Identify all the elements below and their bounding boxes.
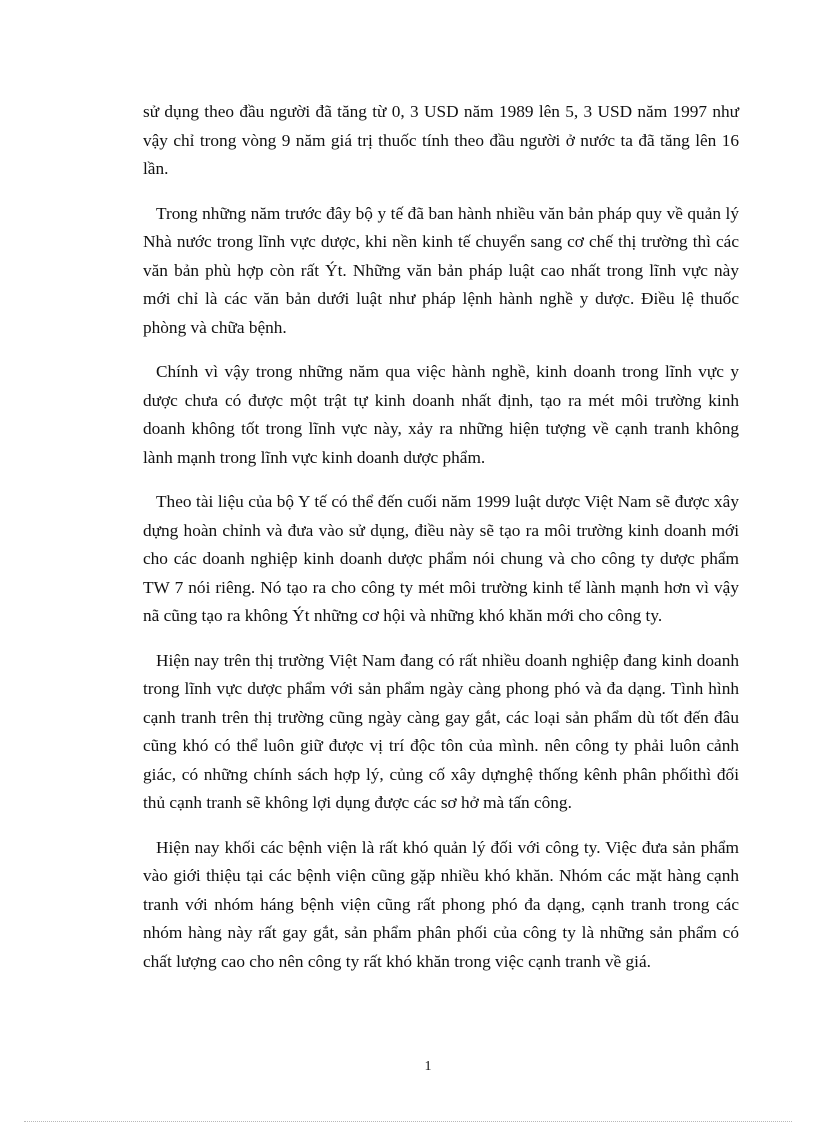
body-text [143, 98, 739, 992]
paragraph-5: Hiện nay trên thị trường Việt Nam đang có rất nhiều doanh nghiệp đang kinh doanh trong lĩnh vực dược phẩm với sản phẩm ngày càng phong phó và đa dạng. Tình hình cạnh tranh trên thị trường cũng ngày càng gay gắt, các loại sản phẩm dù tốt đến đâu cũng khó có thể luôn giữ được vị trí độc tôn của mình. nên công ty phải luôn cảnh giác, có những chính sách hợp lý, củng cố xây dựnghệ thống kênh phân phốithì đối thủ cạnh tranh sẽ không lợi dụng được các sơ hở mà tấn công. [143, 650, 739, 812]
paragraph-4: Theo tài liệu của bộ Y tế có thể đến cuối năm 1999 luật dược Việt Nam sẽ được xây dựng hoàn chỉnh và đưa vào sử dụng, điều này sẽ tạo ra môi trường kinh doanh mới cho các doanh nghiệp kinh doanh dược phẩm nói chung và cho công ty dược phẩm TW 7 nói riêng. Nó tạo ra cho công ty mét môi trường kinh tế lành mạnh hơn vì vậy nã cũng tạo ra không Ýt những cơ hội và những khó khăn mới cho công ty. [143, 492, 739, 625]
paragraph-2: Trong những năm trước đây bộ y tế đã ban hành nhiều văn bản pháp quy về quản lý Nhà nước trong lĩnh vực dược, khi nền kinh tế chuyển sang cơ chế thị trường thì các văn bản phù hợp còn rất Ýt. Những văn bản pháp luật cao nhất trong lĩnh vực này mới chỉ là các văn bản dưới luật như pháp lệnh hành nghề y dược. Điều lệ thuốc phòng và chữa bệnh. [143, 203, 739, 337]
paragraph-3: Chính vì vậy trong những năm qua việc hành nghề, kinh doanh trong lĩnh vực y dược chưa có được một trật tự kinh doanh nhất định, tạo ra mét môi trường kinh doanh không tốt trong lĩnh vực này, xảy ra những hiện tượng về cạnh tranh không lành mạnh trong lĩnh vực kinh doanh dược phẩm. [143, 362, 739, 467]
paragraph-6: Hiện nay khối các bệnh viện là rất khó quản lý đối với công ty. Việc đưa sản phẩm vào giới thiệu tại các bệnh viện cũng gặp nhiều khó khăn. Nhóm các mặt hàng cạnh tranh với nhóm háng bệnh viện cũng rất phong phó đa dạng, cạnh tranh trong các nhóm hàng này rất gay gắt, sản phẩm phân phối của công ty là những sản phẩm có chất lượng cao cho nên công ty rất khó khăn trong việc cạnh tranh về giá. [143, 837, 739, 971]
paragraph-1: sử dụng theo đầu người đã tăng từ 0, 3 USD năm 1989 lên 5, 3 USD năm 1997 như vậy chỉ trong vòng 9 năm giá trị thuốc tính theo đầu người ở nước ta đã tăng lên 16 lần. [143, 102, 739, 178]
page-number: 1 [424, 1059, 432, 1074]
page-edge-divider [24, 1121, 792, 1122]
